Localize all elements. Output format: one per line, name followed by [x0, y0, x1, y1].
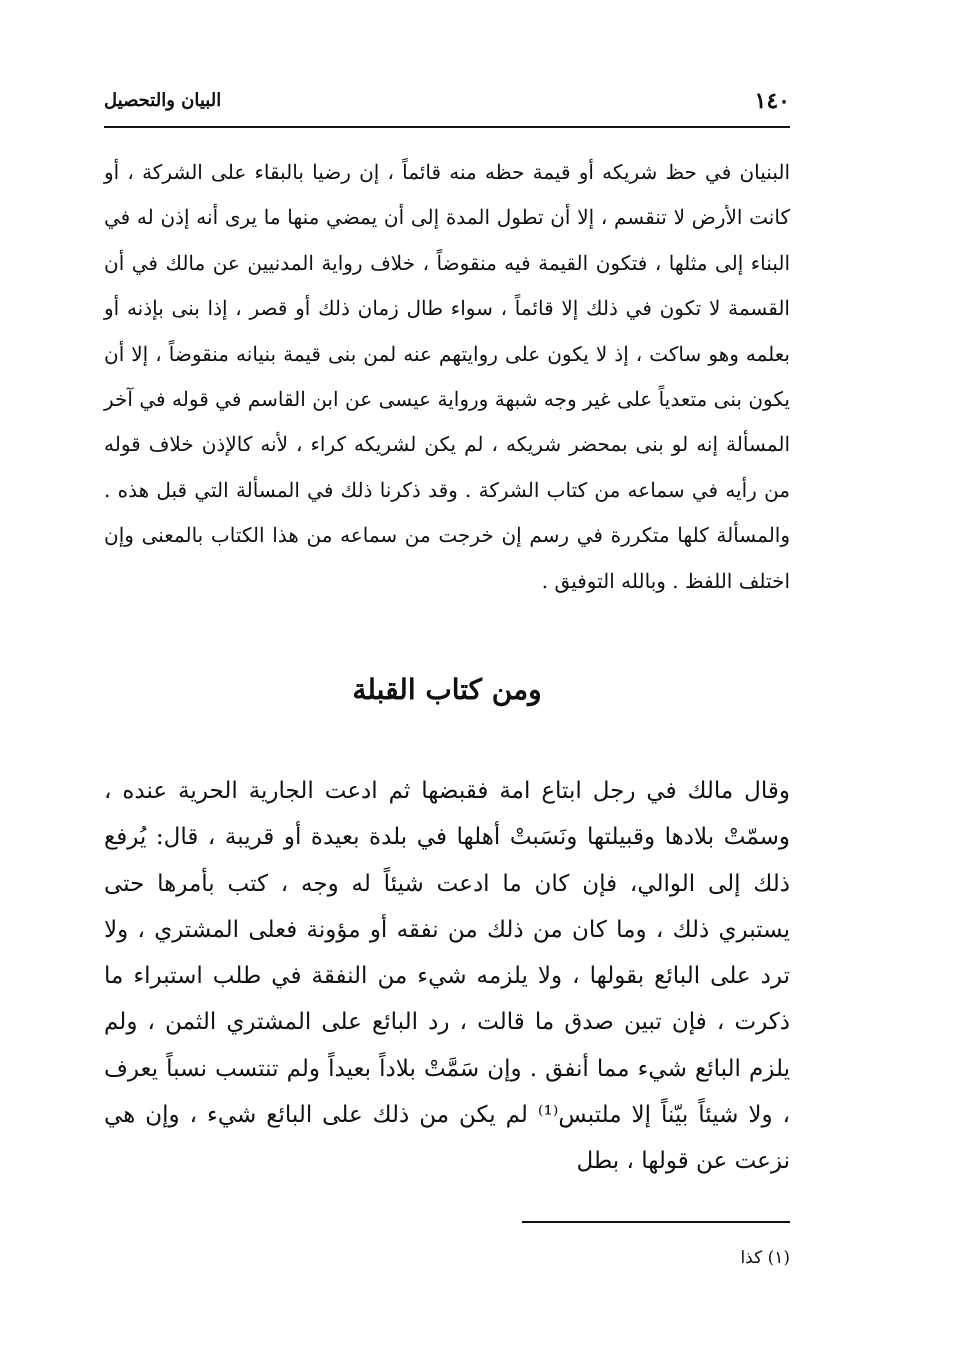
footnote-divider — [522, 1221, 790, 1223]
page-number: ١٤٠ — [754, 88, 790, 114]
page-header — [104, 82, 790, 128]
section-heading: ومن كتاب القبلة — [352, 673, 542, 706]
footnote: (١) كذا — [740, 1248, 790, 1268]
running-title: البيان والتحصيل — [104, 90, 222, 111]
body-paragraph-2: وقال مالك في رجل ابتاع امة فقبضها ثم ادعت الجارية الحرية عنده ، وسمّتْ بلادها وقبيلتها ونَسَبتْ أهلها في بلدة بعيدة أو قريبة ، قال: يُرفع ذلك إلى الوالي، فإن كان ما ادعت شيئاً له وجه ، كتب بأمرها حتى يستبري ذلك ، وما كان من ذلك من نفقه أو مؤونة فعلى المشتري ، ولا ترد على البائع بقولها ، ولا يلزمه شيء من النفقة في طلب استبراء ما ذكرت ، فإن تبين صدق ما قالت ، رد البائع على المشتري الثمن ، ولم يلزم البائع شيء مما أنفق . وإن سَمَّتْ بلاداً بعيداً ولم تنتسب نسباً يعرف ، ولا شيئاً بيّناً إلا ملتبس⁽¹⁾ لم يكن من ذلك على البائع شيء ، وإن هي نزعت عن قولها ، بطل — [104, 778, 790, 1175]
body-paragraph-1: البنيان في حظ شريكه أو قيمة حظه منه قائماً ، إن رضيا بالبقاء على الشركة ، أو كانت الأرض لا تنقسم ، إلا أن تطول المدة إلى أن يمضي منها ما يرى أنه إذن له في البناء إلى مثلها ، فتكون القيمة فيه منقوضاً ، خلاف رواية المدنيين عن مالك في أن القسمة لا تكون في ذلك إلا قائماً ، سواء طال زمان ذلك أو قصر ، إذا بنى بإذنه أو بعلمه وهو ساكت ، إذ لا يكون على روايتهم عنه لمن بنى قيمة بنيانه منقوضاً ، إلا أن يكون بنى متعدياً على غير وجه شبهة ورواية عيسى عن ابن القاسم في قوله في آخر المسألة إنه لو بنى بمحضر شريكه ، لم يكن لشريكه كراء ، لأنه كالإذن خلاف قوله من رأيه في سماعه من كتاب الشركة . وقد ذكرنا ذلك في المسألة التي قبل هذه . والمسألة كلها متكررة في رسم إن خرجت من سماعه من هذا الكتاب بالمعنى وإن اختلف اللفظ . وبالله التوفيق . — [104, 160, 791, 593]
